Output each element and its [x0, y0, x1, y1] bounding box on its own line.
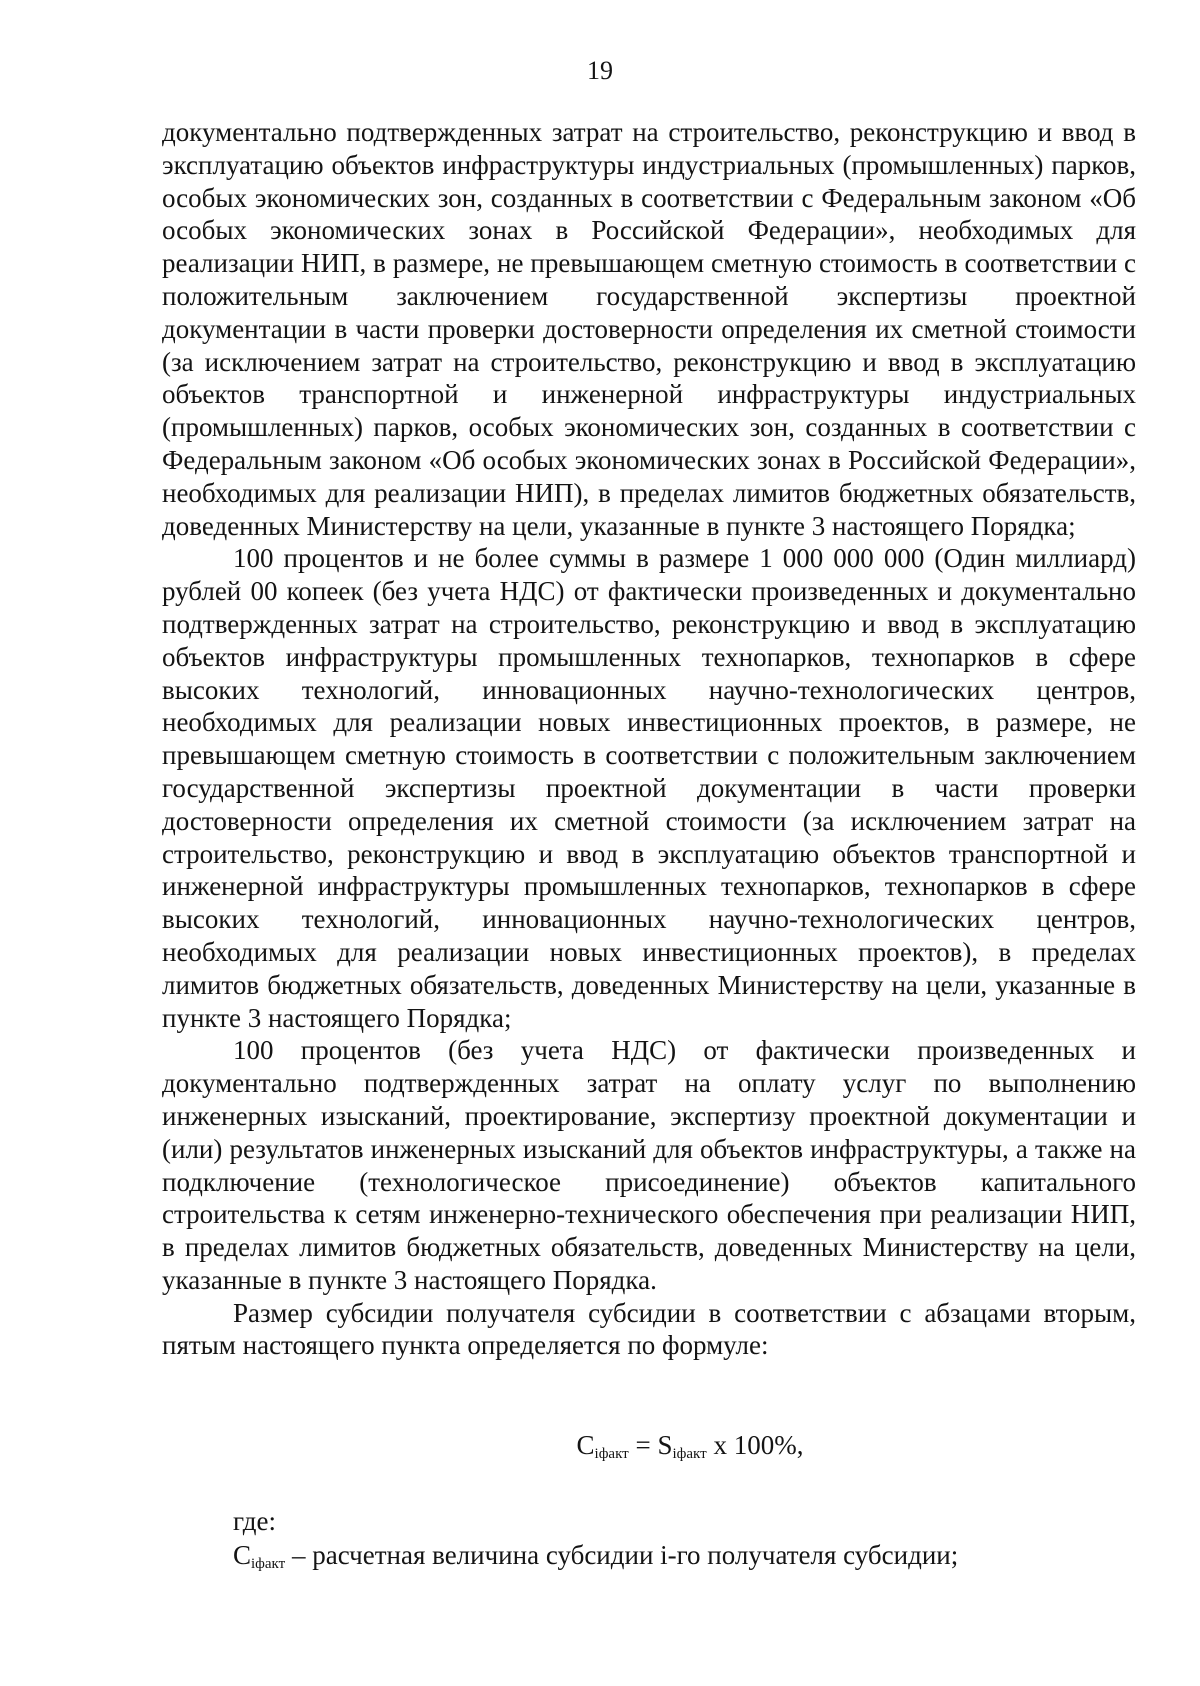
definition-symbol: C [233, 1540, 252, 1570]
page-number: 19 [587, 56, 613, 85]
paragraph-formula-intro: Размер субсидии получателя субсидии в соответствии с абзацами вторым, пятым настоящего пункта определяется по формуле: [162, 1297, 1136, 1361]
formula-c-subscript: iфакт [594, 1446, 629, 1462]
formula-s-symbol: S [657, 1430, 673, 1460]
where-label: где: [233, 1506, 276, 1536]
formula-c-symbol: C [576, 1430, 595, 1460]
paragraph-continuation: документально подтвержденных затрат на строительство, реконструкцию и ввод в эксплуатацию объектов инфраструктуры индустриальных (промышленных) парков, особых экономических зон, созданных в соответствии с Федеральным законом «Об особых экономических зонах в Российской Федерации», необходимых для реализации НИП, в размере, не превышающем сметную стоимость в соответствии с положительным заключением государственной экспертизы проектной документации в части проверки достоверности определения их сметной стоимости (за исключением затрат на строительство, реконструкцию и ввод в эксплуатацию объектов транспортной и инженерной инфраструктуры индустриальных (промышленных) парков, особых экономических зон, созданных в соответствии с Федеральным законом «Об особых экономических зонах в Российской Федерации», необходимых для реализации НИП), в пределах лимитов бюджетных обязательств, доведенных Министерству на цели, указанные в пункте 3 настоящего Порядка; [162, 117, 1136, 541]
formula-equals: = [635, 1430, 651, 1460]
subsidy-formula [0, 1428, 1200, 1471]
paragraph-engineering-surveys: 100 процентов (без учета НДС) от фактически произведенных и документально подтвержденных затрат на оплату услуг по выполнению инженерных изысканий, проектирование, экспертизу проектной документации и (или) результатов инженерных изысканий для объектов инфраструктуры, а также на подключение (технологическое присоединение) объектов капитального строительства к сетям инженерно-технического обеспечения при реализации НИП, в пределах лимитов бюджетных обязательств, доведенных Министерству на цели, указанные в пункте 3 настоящего Порядка. [162, 1035, 1136, 1295]
definition-subscript: iфакт [251, 1556, 286, 1572]
definition-c-ifakt [233, 1538, 958, 1581]
body-text [162, 116, 1136, 1362]
formula-s-subscript: iфакт [672, 1446, 707, 1462]
definition-text: – расчетная величина субсидии i-го получателя субсидии; [291, 1540, 959, 1570]
formula-tail: x 100%, [713, 1430, 804, 1460]
paragraph-technoparks: 100 процентов и не более суммы в размере 1 000 000 000 (Один миллиард) рублей 00 копеек (без учета НДС) от фактически произведенных и документально подтвержденных затрат на строительство, реконструкцию и ввод в эксплуатацию объектов инфраструктуры промышленных технопарков, технопарков в сфере высоких технологий, инновационных научно-технологических центров, необходимых для реализации новых инвестиционных проектов, в размере, не превышающем сметную стоимость в соответствии с положительным заключением государственной экспертизы проектной документации в части проверки достоверности определения их сметной стоимости (за исключением затрат на строительство, реконструкцию и ввод в эксплуатацию объектов транспортной и инженерной инфраструктуры промышленных технопарков, технопарков в сфере высоких технологий, инновационных научно-технологических центров, необходимых для реализации новых инвестиционных проектов), в пределах лимитов бюджетных обязательств, доведенных Министерству на цели, указанные в пункте 3 настоящего Порядка; [162, 543, 1136, 1033]
